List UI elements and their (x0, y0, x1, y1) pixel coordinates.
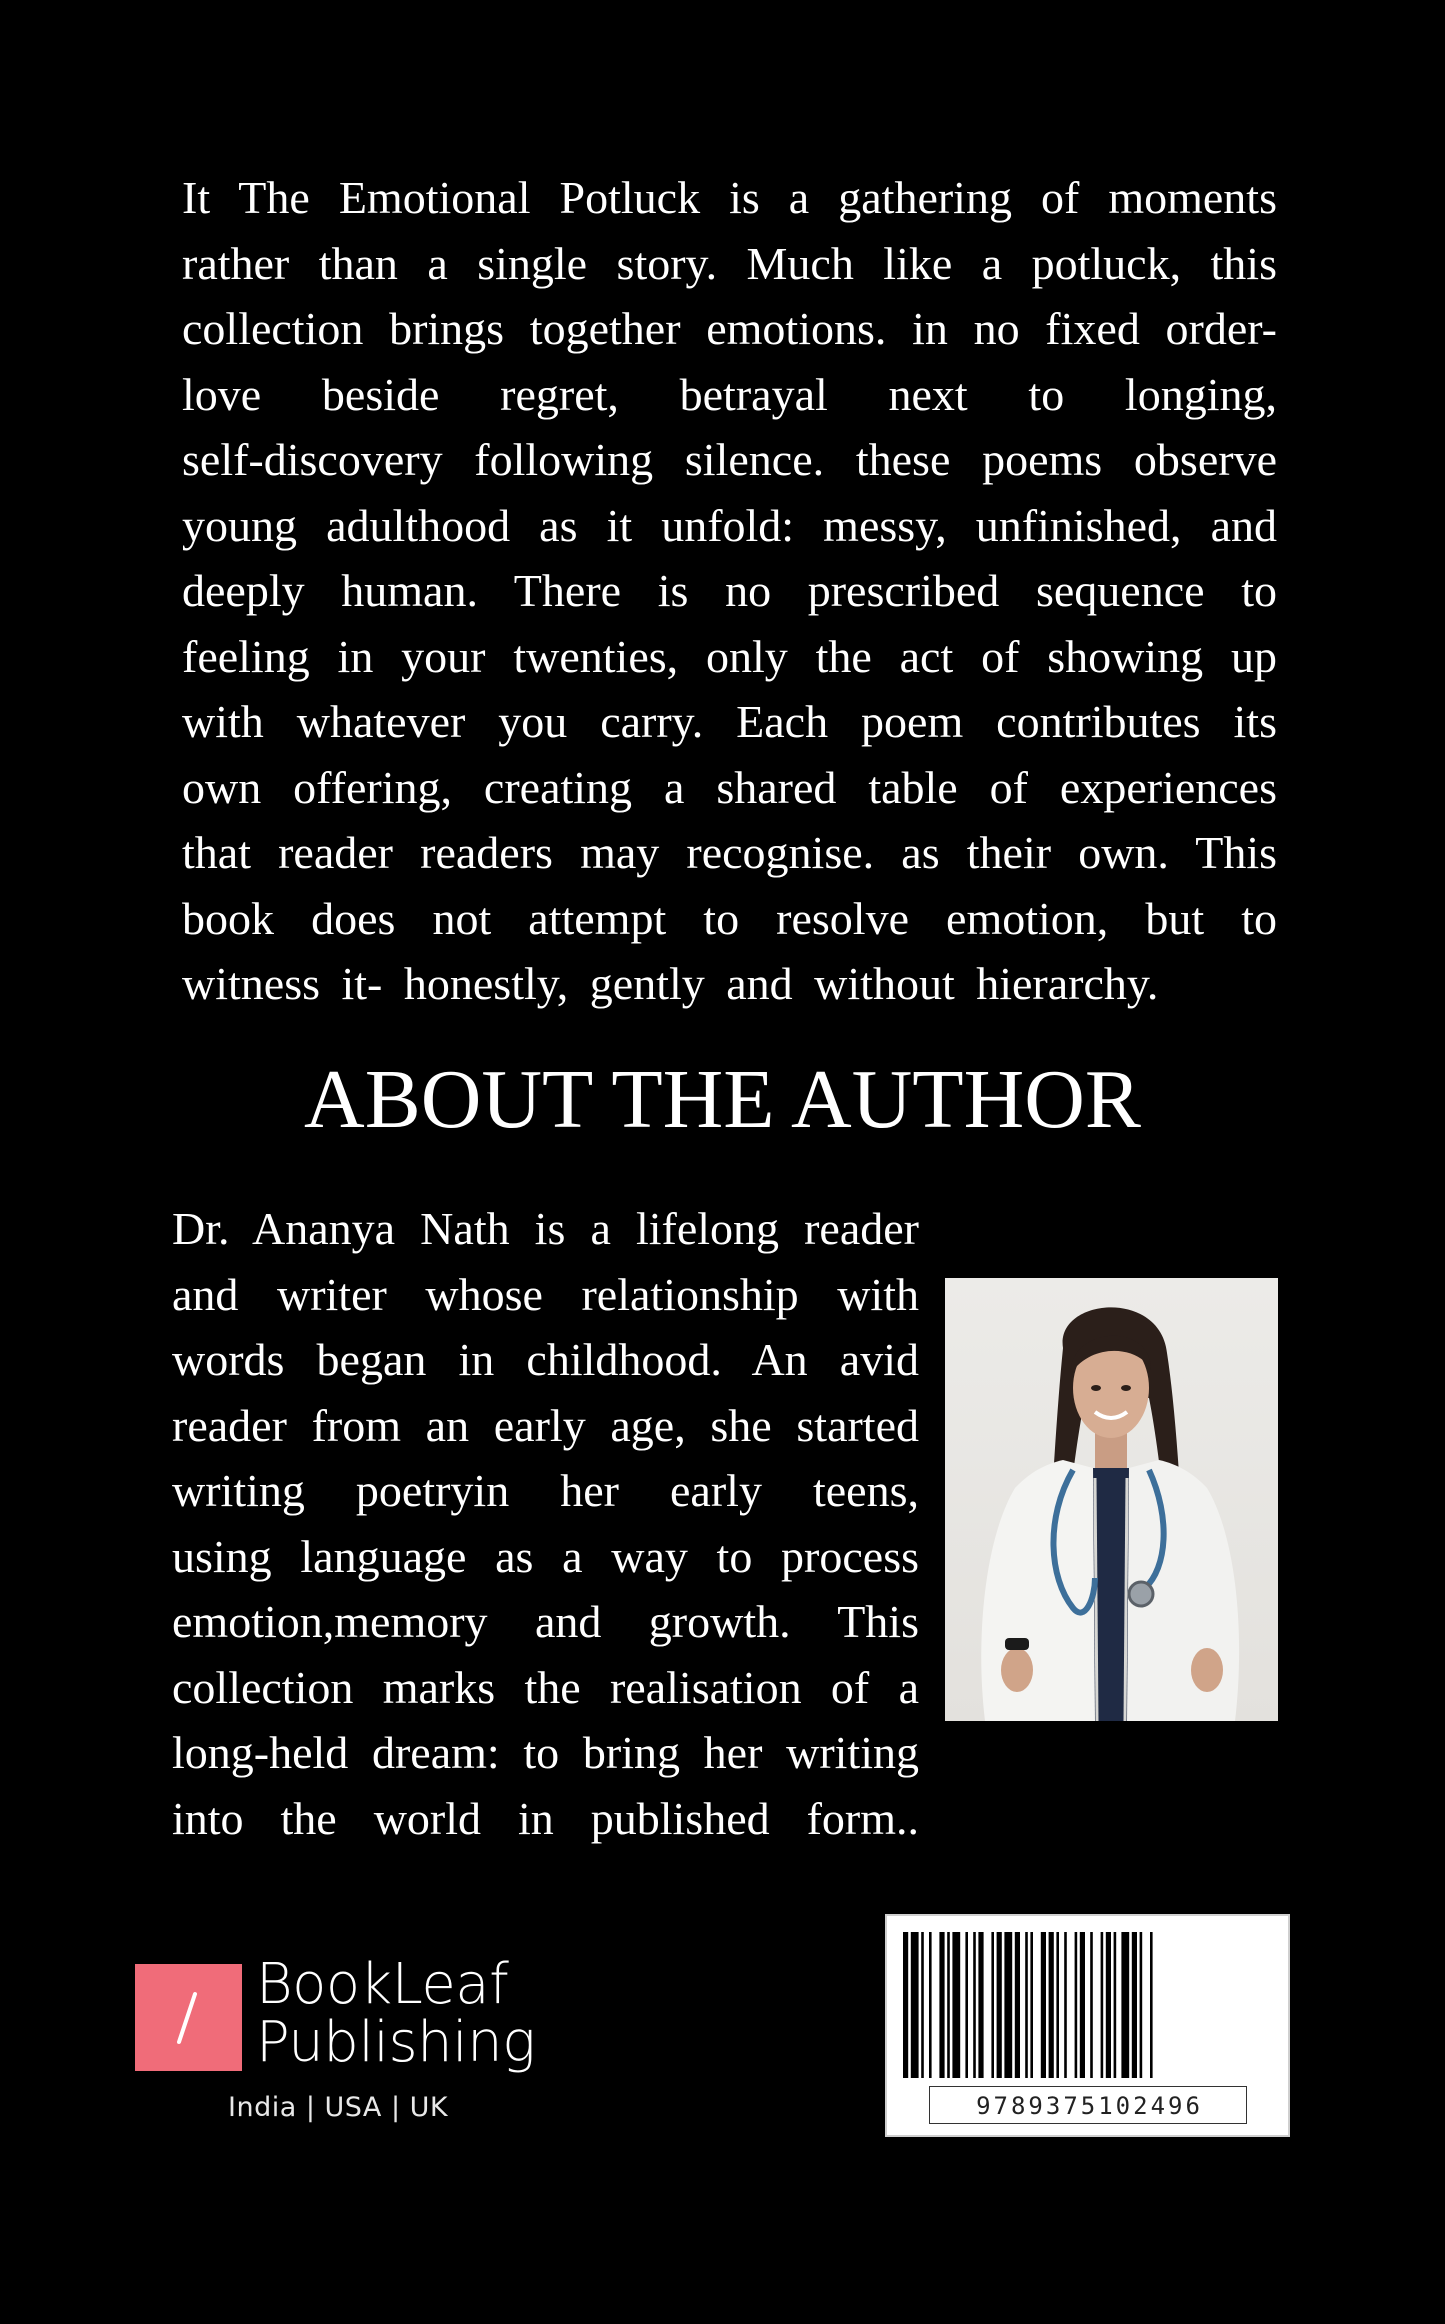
blurb-line: young adulthood as it unfold: messy, unfinished, and (182, 499, 1277, 551)
barcode-bar (1150, 1932, 1153, 2078)
blurb-line: rather than a single story. Much like a potluck, this (182, 237, 1277, 289)
barcode-bar (1049, 1932, 1054, 2078)
barcode-bar (1025, 1932, 1028, 2078)
publisher-name-line2: Publishing (256, 2010, 536, 2075)
isbn-number: 9789375102496 (976, 2092, 1203, 2120)
isbn-barcode (885, 1914, 1290, 2137)
blurb-line: witness it- honestly, gently and without hierarchy. (182, 958, 1159, 1009)
publisher-regions: India | USA | UK (228, 2092, 449, 2123)
barcode-bar (1132, 1932, 1137, 2078)
barcode-bar (1080, 1932, 1085, 2078)
bio-line: writing poetryin her early teens, (172, 1465, 919, 1516)
bio-line: Dr. Ananya Nath is a lifelong reader (172, 1203, 919, 1254)
barcode-bar (997, 1932, 1002, 2078)
barcode-bar (965, 1932, 968, 2078)
barcode-bar (921, 1932, 924, 2078)
author-photo (945, 1278, 1278, 1721)
barcode-bar (952, 1932, 960, 2078)
book-blurb (182, 165, 1277, 1017)
blurb-line: with whatever you carry. Each poem contributes its (182, 696, 1277, 747)
barcode-bar (1064, 1932, 1067, 2078)
barcode-bar (903, 1932, 908, 2078)
barcode-bar (1101, 1932, 1104, 2078)
barcode-bar (929, 1932, 932, 2078)
barcode-bar (1090, 1932, 1093, 2078)
bio-line: and writer whose relationship with (172, 1268, 919, 1320)
author-bio (172, 1196, 919, 1851)
bio-line: long-held dream: to bring her writing (172, 1727, 919, 1778)
blurb-line: self-discovery following silence. these poems observe (182, 434, 1277, 485)
barcode-bar (1015, 1932, 1020, 2078)
barcode-bar (1041, 1932, 1046, 2078)
publisher-name-line1: BookLeaf (256, 1952, 509, 2017)
bio-line: into the world in published form.. (172, 1792, 919, 1844)
bio-line: words began in childhood. An avid (172, 1334, 919, 1385)
blurb-line: own offering, creating a shared table of experiences (182, 761, 1277, 813)
barcode-bar (1106, 1932, 1111, 2078)
bookleaf-logo-mark (135, 1964, 242, 2071)
bio-line: collection marks the realisation of a (172, 1661, 919, 1713)
bio-line: using language as a way to process (172, 1530, 919, 1582)
author-portrait-illustration (945, 1278, 1278, 1721)
barcode-bar (991, 1932, 994, 2078)
barcode-bar (1075, 1932, 1078, 2078)
blurb-line: that reader readers may recognise. as their own. This (182, 827, 1277, 878)
barcode-bar (978, 1932, 983, 2078)
barcode-bar (973, 1932, 976, 2078)
blurb-line: collection brings together emotions. in no fixed order- (182, 303, 1277, 354)
bio-line: reader from an early age, she started (172, 1399, 919, 1451)
blurb-line: book does not attempt to resolve emotion, but to (182, 892, 1277, 944)
about-author-heading: ABOUT THE AUTHOR (304, 1053, 1141, 1146)
barcode-bar (1030, 1932, 1033, 2078)
barcode-bar (947, 1932, 950, 2078)
barcode-bars (899, 1932, 1279, 2078)
bio-line: emotion,memory and growth. This (172, 1596, 919, 1647)
blurb-line: deeply human. There is no prescribed sequence to (182, 565, 1277, 616)
blurb-line: love beside regret, betrayal next to longing, (182, 368, 1277, 420)
barcode-bar (1121, 1932, 1129, 2078)
barcode-bar (1140, 1932, 1143, 2078)
publisher-name (256, 1952, 536, 2075)
barcode-bar (1114, 1932, 1117, 2078)
blurb-line: feeling in your twenties, only the act of showing up (182, 630, 1277, 682)
slash-icon (135, 1964, 242, 2071)
barcode-bar (1056, 1932, 1059, 2078)
barcode-bar (1004, 1932, 1012, 2078)
barcode-bar (911, 1932, 919, 2078)
barcode-bar (939, 1932, 944, 2078)
blurb-line: It The Emotional Potluck is a gathering of moments (182, 172, 1277, 223)
